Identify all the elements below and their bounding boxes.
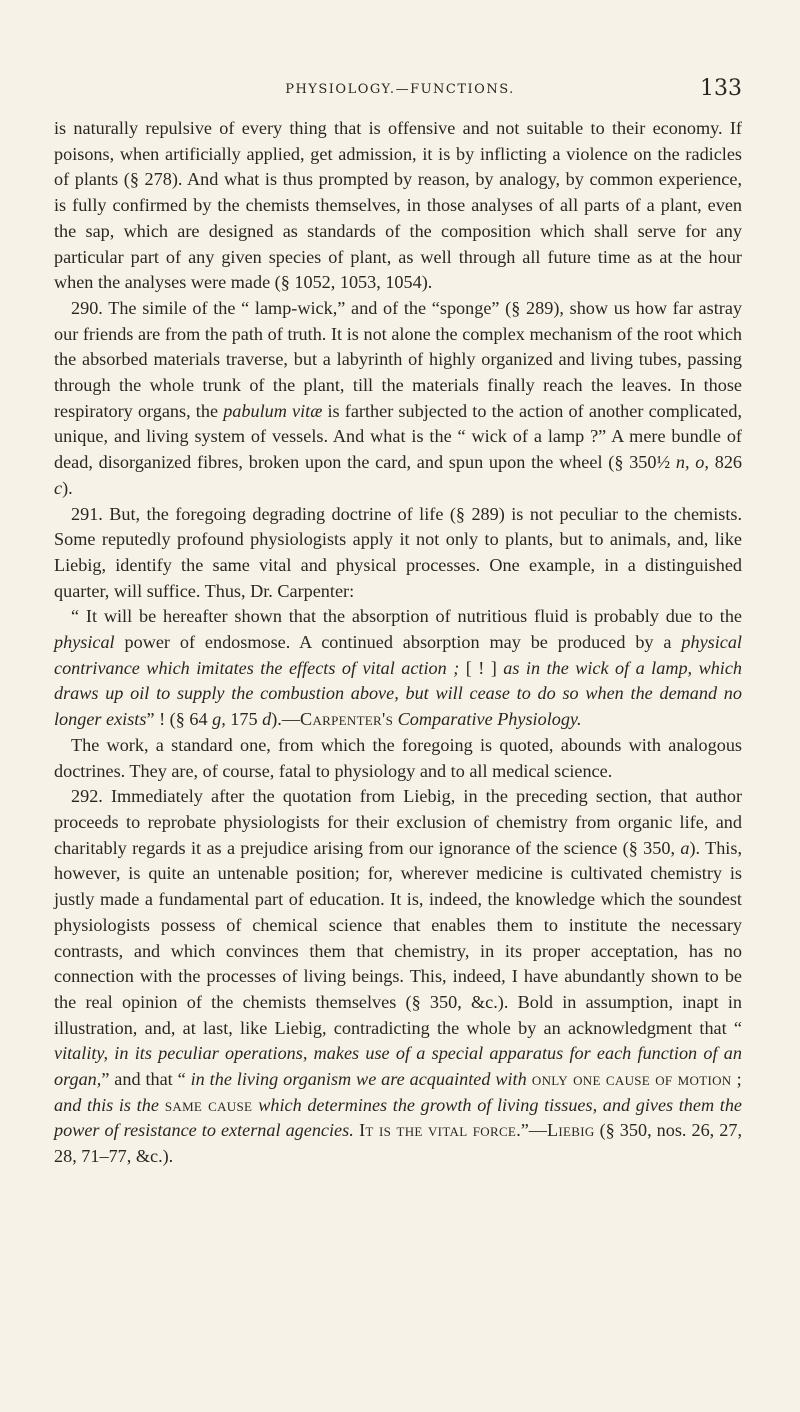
italic-text: d [262,709,272,730]
text-run: ). [62,477,73,498]
italic-text: Comparative Physiology. [397,709,582,730]
paragraph-work-comment [54,733,742,784]
small-caps-text: Carpenter's [300,709,394,730]
small-caps-text: Liebig [547,1120,595,1141]
italic-text: physical contrivance which imitates the effects of vital action ; [54,632,742,678]
text-run: 826 [708,452,743,473]
text-run: power of endosmose. A continued absorption may be produced by a [114,632,682,653]
text-run: 292. Immediately after the quotation from Liebig, in the preceding section, that author proceeds to reprobate physiologists for their exclusion of chemistry from organic life, and charitably regards it as a prejudice arising from our ignorance of the science (§ 350, [54,786,742,858]
text-run: The work, a standard one, from which the foregoing is quoted, abounds with analogous doctrines. They are, of course, fatal to physiology and to all medical science. [54,734,742,781]
italic-text: vitality, in its peculiar operations, makes use of a special apparatus for each function of an organ, [54,1043,742,1090]
italic-text: and this is the [54,1094,159,1115]
paragraph-292 [54,784,742,1170]
paragraph-continuation [54,116,742,296]
text-run: ” and that “ [101,1069,191,1090]
text-run: (§ 350, nos. 26, 27, 28, 71–77, &c.). [54,1120,742,1167]
text-run: 175 [225,709,263,730]
text-run: .”— [516,1120,547,1141]
text-run: ).— [271,709,301,730]
italic-text: in the living organism we are acquainted with [190,1069,527,1090]
body-text [54,116,742,1170]
text-run: 290. The simile of the “ lamp-wick,” and of the “sponge” (§ 289), show us how far astray our friends are from the path of truth. It is not alone the complex mechanism of the root which the absorbed materials traverse, but a labyrinth of highly organized and living tubes, passing through the whole trunk of the plant, till the materials finally reach the leaves. In those respiratory organs, the [54,297,742,421]
italic-text: which determines the growth of living tissues, and gives them the power of resistance to external agencies. [54,1094,742,1141]
italic-text: as in the wick of a lamp, which draws up oil to supply the combustion above, but will cease to do so when the demand no longer exists [54,657,743,730]
paragraph-291 [54,502,742,605]
text-run: [ ! ] [459,657,504,678]
running-title: PHYSIOLOGY.—FUNCTIONS. [285,82,515,97]
italic-text: pabulum vitæ [223,400,323,421]
small-caps-text: It is the vital force [353,1120,517,1141]
small-caps-text: only one cause of motion ; [526,1069,743,1090]
italic-text: n, o, [675,452,709,473]
italic-text: g, [212,709,226,730]
paragraph-290 [54,296,742,502]
text-run: ” ! (§ 64 [146,709,213,730]
page-number: 133 [700,76,742,101]
text-run: “ It will be hereafter shown that the absorption of nutritious fluid is probably due to the [71,606,742,627]
text-run: 291. But, the foregoing degrading doctrine of life (§ 289) is not peculiar to the chemists. Some reputedly profound physiologists apply it not only to plants, but to animals, and, like Liebig, identify the same vital and physical processes. One example, in a distinguished quarter, will suffice. Thus, Dr. Carpenter: [54,503,742,601]
paragraph-carpenter-quote [54,604,742,733]
small-caps-text: same cause [158,1094,259,1115]
text-run: ). This, however, is quite an untenable position; for, wherever medicine is cultivated chemistry is justly made a fundamental part of education. It is, indeed, the knowledge which the soundest physiologists possess of chemical science that enables them to institute the necessary contrasts, and which convinces them that chemistry, in its proper acceptation, has no connection with the processes of living beings. This, indeed, I have abundantly shown to be the real opinion of the chemists themselves (§ 350, &c.). Bold in assumption, inapt in illustration, and, at last, like Liebig, contradicting the whole by an acknowledgment that “ [54,837,742,1038]
text-run: is farther subjected to the action of another complicated, unique, and living system of vessels. And what is the “ wick of a lamp ?” A mere bundle of dead, disorganized fibres, broken upon the card, and spun upon the wheel (§ 350½ [54,400,742,473]
italic-text: a [680,837,690,858]
text-run: is naturally repulsive of every thing that is offensive and not suitable to their economy. If poisons, when artificially applied, get admission, it is by inflicting a violence on the radicles of plants (§ 278). And what is thus prompted by reason, by analogy, by common experience, is fully confirmed by the chemists themselves, in those analyses of all parts of a plant, even the sap, which are designed as standards of the composition which shall serve for any particular part of any given species of plant, as well through all future time as at the hour when the analyses were made (§ 1052, 1053, 1054). [54,118,742,293]
italic-text: physical [54,632,115,653]
italic-text: c [54,477,63,498]
